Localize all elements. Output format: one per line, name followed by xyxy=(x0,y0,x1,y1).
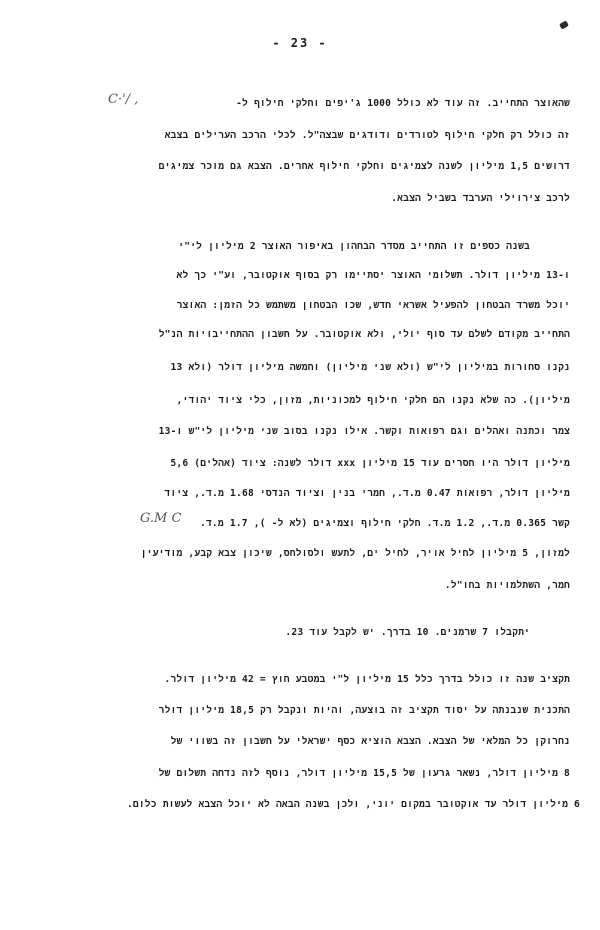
page-number: - 23 - xyxy=(272,36,328,50)
text-line: נקנו סחורות במיליון לי"ש (ולא שני מיליון) וחמשה מיליון דולר (ולא 13 xyxy=(170,362,570,373)
text-line: התחייב מקודם לשלם עד סוף יולי, ולא אוקטובר. על חשבון ההתחייבויות הנ"ל xyxy=(158,329,570,340)
text-line: מיליון דולר היו חסרים עוד 15 מיליון xxx דולר לשנה: ציוד (אהלים) 5,6 xyxy=(170,458,570,469)
text-line: צמר וכתנה ואהלים וגם רפואות וקשר. אילו נקנו בסוב שני מיליון לי"ש ו-13 xyxy=(158,426,570,437)
text-line: ו-13 מיליון דולר. תשלומי האוצר יסתיימו רק בסוף אוקטובר, וע"י כך לא xyxy=(176,270,570,281)
text-line: נחרוקן כל המלאי של הצבא. הצבא הוציא כסף ישראלי על חשבון זה בשווי של xyxy=(170,736,570,747)
text-line: 8 מיליון דולר, נשאר גרעון של 15,5 מיליון דולר, נוסף לזה נדחה תשלום של xyxy=(158,768,570,779)
text-line: התכנית שנבנתה על יסוד תקציב זה בוצעה, והיות ונקבל רק 18,5 מיליון דולר xyxy=(158,705,570,716)
text-line: דרושים 1,5 מיליון לשנה לצמיגים וחלקי חילוף אחרים. הצבא גם מוכר צמיגים xyxy=(158,161,570,172)
text-line: שהאוצר התחייב. זה עוד לא כולל 1000 ג'יפים וחלקי חילוף ל- xyxy=(236,98,570,109)
text-line: בשנה כספים זו התחייב מסדר הבחהון באיפור האוצר 2 מיליון לי"י xyxy=(178,241,530,252)
text-line: מיליון). כה שלא נקנו הם חלקי חילוף למכוניות, מזון, כלי ציוד יהודי, xyxy=(176,395,570,406)
text-line: יתקבלו 7 שרמנים. 10 בדרך. יש לקבל עוד 23. xyxy=(285,627,530,638)
text-line: יוכל משרד הבטחון להפעיל אשראי חדש, שכו הבטחון משתמש כל הזמן: האוצר xyxy=(176,300,570,311)
text-line: חמר, השתלמויות בחו"ל. xyxy=(444,580,570,591)
text-line: קשר 0.365 מ.ד., 1.2 מ.ד. חלקי חילוף וצמיגים (לא ל- ), 1.7 מ.ד. xyxy=(199,518,570,529)
text-line: תקציב שנה זו כולל בדרך כלל 15 מיליון ל"י במטבע חוץ = 42 מיליון דולר. xyxy=(164,674,570,685)
handwritten-note: G.M C xyxy=(140,511,182,526)
text-line: לרכב צירוילי הערבד בשביל הצבא. xyxy=(391,193,570,204)
handwritten-note: C·'/ , xyxy=(108,92,139,107)
text-line: זה כולל רק חלקי חילוף לטורדים ודודגים שבצה"ל. לכלי הרכב הערילים בצבא xyxy=(164,130,570,141)
ink-mark xyxy=(559,20,569,29)
text-line: 6 מיליון דולר עד אוקטובר במקום יוני, ולכן בשנה הבאה לא יוכל הצבא לעשות כלום. xyxy=(126,799,580,810)
text-line: למזון, 5 מיליון לחיל אויר, לחיל ים, לתעש ולסולחס, שיכון צבא קבע, מודיעין xyxy=(140,548,570,559)
text-line: מיליון דולר, רפואות 0.47 מ.ד., חמרי בנין וציוד הנדסי 1.68 מ.ד., ציוד xyxy=(164,488,570,499)
